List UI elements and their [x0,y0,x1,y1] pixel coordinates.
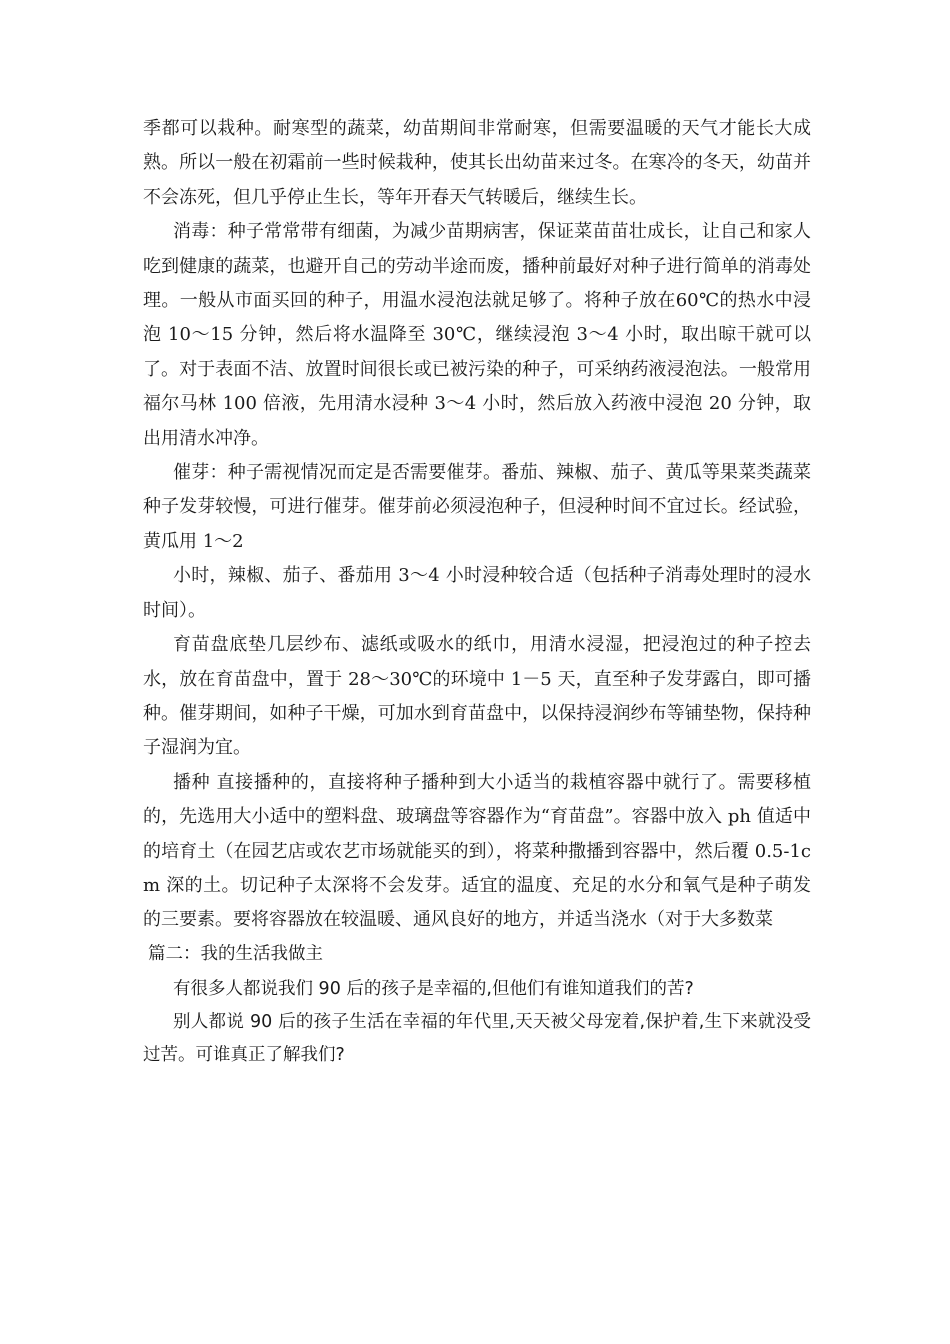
essay-paragraph-1: 有很多人都说我们 90 后的孩子是幸福的,但他们有谁知道我们的苦? [173,978,694,999]
paragraph-soak-times: 小时，辣椒、茄子、番茄用 3～4 小时浸种较合适（包括种子消毒处理时的浸水时间）。 [143,565,811,621]
paragraph-disinfection: 消毒：种子常常带有细菌，为减少苗期病害，保证菜苗苗壮成长，让自己和家人吃到健康的蔬菜，也避开自己的劳动半途而废，播种前最好对种子进行简单的消毒处理。一般从市面买回的种子，用温水浸泡法就足够了。将种子放在60℃的热水中浸泡 10～15 分钟，然后将水温降至 30℃，继续浸泡 3～4 小时，取出晾干就可以了。对于表面不洁、放置时间很长或已被污染的种子，可采纳药液浸泡法。一般常用福尔马林 100 倍液，先用清水浸种 3～4 小时，然后放入药液中浸泡 20 分钟，取出用清水冲净。 [143,221,811,449]
section-heading: 篇二：我的生活我做主 [148,943,323,964]
paragraph-sowing: 播种 直接播种的，直接将种子播种到大小适当的栽植容器中就行了。需要移植的，先选用大小适中的塑料盘、玻璃盘等容器作为“育苗盘”。容器中放入 ph 值适中的培育土（在园艺店或农艺市场就能买的到），将菜种撒播到容器中，然后覆 0.5-1cm 深的土。切记种子太深将不会发芽。适宜的温度、充足的水分和氧气是种子萌发的三要素。要将容器放在较温暖、通风良好的地方，并适当浇水（对于大多数菜 [143,771,811,931]
paragraph-germination: 催芽：种子需视情况而定是否需要催芽。番茄、辣椒、茄子、黄瓜等果菜类蔬菜种子发芽较慢，可进行催芽。催芽前必须浸泡种子，但浸种时间不宜过长。经试验，黄瓜用 1～2 [143,462,811,552]
paragraph-seedling-tray: 育苗盘底垫几层纱布、滤纸或吸水的纸巾，用清水浸湿，把浸泡过的种子控去水，放在育苗盘中，置于 28～30℃的环境中 1－5 天，直至种子发芽露白，即可播种。催芽期间，如种子干燥，可加水到育苗盘中，以保持浸润纱布等铺垫物，保持种子湿润为宜。 [143,634,811,759]
essay-paragraph-2: 别人都说 90 后的孩子生活在幸福的年代里,天天被父母宠着,保护着,生下来就没受过苦。可谁真正了解我们? [143,1011,811,1065]
document-body [143,112,811,1072]
paragraph-planting-season: 季都可以栽种。耐寒型的蔬菜，幼苗期间非常耐寒，但需要温暖的天气才能长大成熟。所以一般在初霜前一些时候栽种，使其长出幼苗来过冬。在寒冷的冬天，幼苗并不会冻死，但几乎停止生长，等年开春天气转暖后，继续生长。 [143,118,811,208]
